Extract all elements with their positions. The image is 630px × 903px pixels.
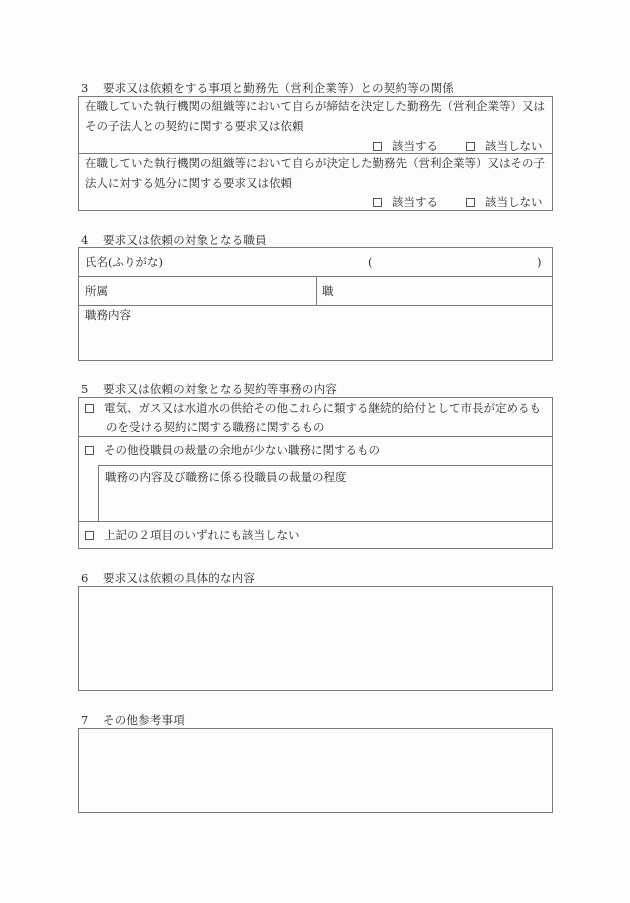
section-4-title-text: 要求又は依頼の対象となる職員 — [103, 233, 267, 247]
section-5-title — [81, 381, 337, 397]
section-3-title — [81, 80, 454, 96]
section-4-number: 4 — [81, 233, 89, 247]
section-5-table — [78, 397, 553, 549]
utility-contract-option[interactable] — [85, 399, 541, 418]
affiliation-label: 所属 — [85, 284, 108, 298]
contract-row-text-line1: 在職していた執行機関の組織等において自らが締結を決定した勤務先（営利企業等）又は — [85, 99, 545, 113]
section-3-title-text: 要求又は依頼をする事項と勤務先（営利企業等）との契約等の関係 — [103, 81, 454, 95]
row-divider — [79, 305, 552, 306]
contract-no-label: 該当しない — [485, 139, 543, 153]
utility-contract-line2: のを受ける契約に関する職務に関するもの — [106, 420, 325, 434]
duties-label: 職務内容 — [85, 308, 131, 322]
duties-input[interactable] — [85, 326, 549, 360]
utility-contract-line1: 電気、ガス又は水道水の供給その他これらに類する継続的給付として市長が定めるも — [104, 401, 541, 415]
other-notes-input[interactable] — [83, 733, 550, 812]
section-7-title — [81, 712, 185, 728]
section-3-number: 3 — [81, 81, 89, 95]
inner-box-left-border — [98, 465, 99, 521]
section-4-title — [81, 232, 267, 248]
disposition-no-label: 該当しない — [485, 195, 543, 209]
furigana-paren-open: ( — [368, 255, 373, 269]
low-discretion-label: その他役職員の裁量の余地が少ない職務に関するもの — [104, 443, 380, 457]
name-label: 氏名(ふりがな) — [85, 255, 163, 269]
section-4-table — [78, 247, 553, 361]
discretion-detail-label: 職務の内容及び職務に係る役職員の裁量の程度 — [105, 470, 347, 484]
name-input[interactable] — [179, 252, 363, 274]
disposition-yes-label: 該当する — [392, 195, 438, 209]
contract-yes-label: 該当する — [392, 139, 438, 153]
furigana-input[interactable] — [379, 252, 533, 274]
disposition-yes-option[interactable] — [373, 194, 438, 210]
discretion-detail-input[interactable] — [105, 488, 549, 520]
checkbox-icon[interactable] — [85, 531, 94, 540]
checkbox-icon[interactable] — [373, 198, 382, 207]
request-details-input[interactable] — [83, 591, 550, 690]
disposition-row-text-line2: 法人に対する処分に関する要求又は依頼 — [85, 176, 292, 190]
position-label: 職 — [322, 284, 334, 298]
section-7-box — [78, 728, 553, 813]
section-7-title-text: その他参考事項 — [103, 713, 185, 727]
low-discretion-option[interactable] — [85, 441, 380, 460]
inner-box-top-border — [98, 465, 552, 466]
section-6-title-text: 要求又は依頼の具体的な内容 — [103, 571, 256, 585]
checkbox-icon[interactable] — [85, 446, 94, 455]
column-divider — [316, 276, 317, 305]
section-3-table — [78, 96, 553, 211]
disposition-no-option[interactable] — [466, 194, 543, 210]
section-5-title-text: 要求又は依頼の対象となる契約等事務の内容 — [103, 382, 337, 396]
section-7-number: 7 — [81, 713, 89, 727]
row-divider — [79, 521, 552, 522]
section-6-title — [81, 570, 255, 586]
affiliation-input[interactable] — [119, 280, 313, 304]
checkbox-icon[interactable] — [85, 404, 94, 413]
furigana-paren-close: ) — [537, 255, 542, 269]
contract-row-text-line2: その子法人との契約に関する要求又は依頼 — [85, 119, 304, 133]
section-6-number: 6 — [81, 571, 89, 585]
section-6-box — [78, 586, 553, 691]
checkbox-icon[interactable] — [466, 142, 475, 151]
contract-no-option[interactable] — [466, 138, 543, 154]
none-applicable-option[interactable] — [85, 526, 300, 545]
none-applicable-label: 上記の２項目のいずれにも該当しない — [104, 528, 300, 542]
checkbox-icon[interactable] — [373, 142, 382, 151]
disposition-row-text-line1: 在職していた執行機関の組織等において自らが決定した勤務先（営利企業等）又はその子 — [85, 156, 545, 170]
contract-yes-option[interactable] — [373, 138, 438, 154]
row-divider — [79, 436, 552, 437]
position-input[interactable] — [341, 280, 545, 304]
section-5-number: 5 — [81, 382, 89, 396]
checkbox-icon[interactable] — [466, 198, 475, 207]
